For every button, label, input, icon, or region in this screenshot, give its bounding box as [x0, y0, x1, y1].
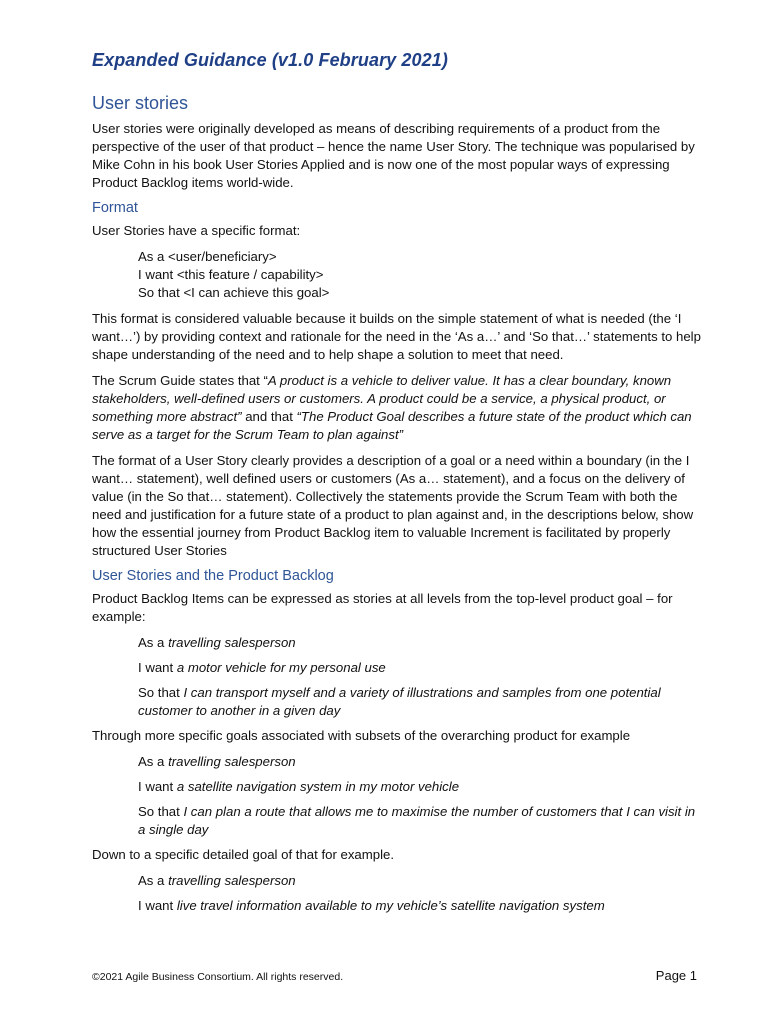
scrum-guide-text-1: The Scrum Guide states that “: [92, 373, 268, 388]
down-paragraph: Down to a specific detailed goal of that for example.: [92, 847, 395, 862]
page-footer: [92, 968, 697, 983]
format-line-want: I want <this feature / capability>: [138, 267, 324, 282]
scrum-guide-paragraph: [92, 372, 702, 444]
format-template: [138, 248, 702, 302]
subheading-format: Format: [92, 200, 138, 216]
format-line-as: As a <user/beneficiary>: [138, 249, 277, 264]
page-number: Page 1: [655, 968, 697, 983]
intro-paragraph: User stories were originally developed as means of describing requirements of a product from the perspective of the user of that product – hence the name User Story. The technique was popularised by Mike Cohn in his book User Stories Applied and is now one of the most popular ways of expressing Product Backlog items world-wide.: [92, 121, 695, 190]
page-content: [92, 50, 702, 922]
scrum-guide-text-2: and that: [241, 409, 297, 424]
through-paragraph: Through more specific goals associated with subsets of the overarching product for example: [92, 728, 631, 743]
backlog-intro: Product Backlog Items can be expressed as stories at all levels from the top-level product goal – for example:: [92, 591, 673, 624]
format-goal-paragraph: The format of a User Story clearly provides a description of a goal or a need within a boundary (in the I want… statement), well defined users or customers (As a… statement), and a focus on the delivery of value (in the So that… statement). Collectively the statements provide the Scrum Team with both the need and justification for a future state of a product to plan against and, in the descriptions below, show how the essential journey from Product Backlog item to valuable Increment is facilitated by properly structured User Stories: [92, 453, 694, 558]
example2-as: As a travelling salesperson: [138, 754, 296, 769]
copyright-notice: ©2021 Agile Business Consortium. All rights reserved.: [92, 971, 344, 983]
format-value-paragraph: This format is considered valuable because it builds on the simple statement of what is needed (the ‘I want…’) by providing context and rationale for the need in the ‘As a…’ and ‘So that…’ statements to help shape understanding of the need and to help shape a solution to meet that need.: [92, 311, 701, 362]
example1-as: As a travelling salesperson: [138, 635, 296, 650]
scrum-guide-quote-1: A product is a vehicle to deliver value. It has a clear boundary, known stakeholders, well-defined users or customers. A product could be a service, a physical product, or something more abstract”: [92, 373, 672, 424]
example1-so: So that I can transport myself and a variety of illustrations and samples from one potential customer to another in a given day: [138, 685, 661, 718]
section-heading-user-stories: User stories: [92, 93, 189, 113]
example2-so: So that I can plan a route that allows me to maximise the number of customers that I can visit in a single day: [138, 804, 696, 837]
example3-as: As a travelling salesperson: [138, 873, 296, 888]
subheading-backlog: User Stories and the Product Backlog: [92, 568, 334, 584]
format-line-so: So that <I can achieve this goal>: [138, 285, 330, 300]
example2-want: I want a satellite navigation system in my motor vehicle: [138, 779, 460, 794]
example3-want: I want live travel information available to my vehicle’s satellite navigation system: [138, 898, 605, 913]
format-intro: User Stories have a specific format:: [92, 223, 301, 238]
document-title: Expanded Guidance (v1.0 February 2021): [92, 50, 448, 70]
scrum-guide-quote-2: “The Product Goal describes a future state of the product which can serve as a target for the Scrum Team to plan against”: [92, 409, 692, 442]
example1-want: I want a motor vehicle for my personal use: [138, 660, 386, 675]
